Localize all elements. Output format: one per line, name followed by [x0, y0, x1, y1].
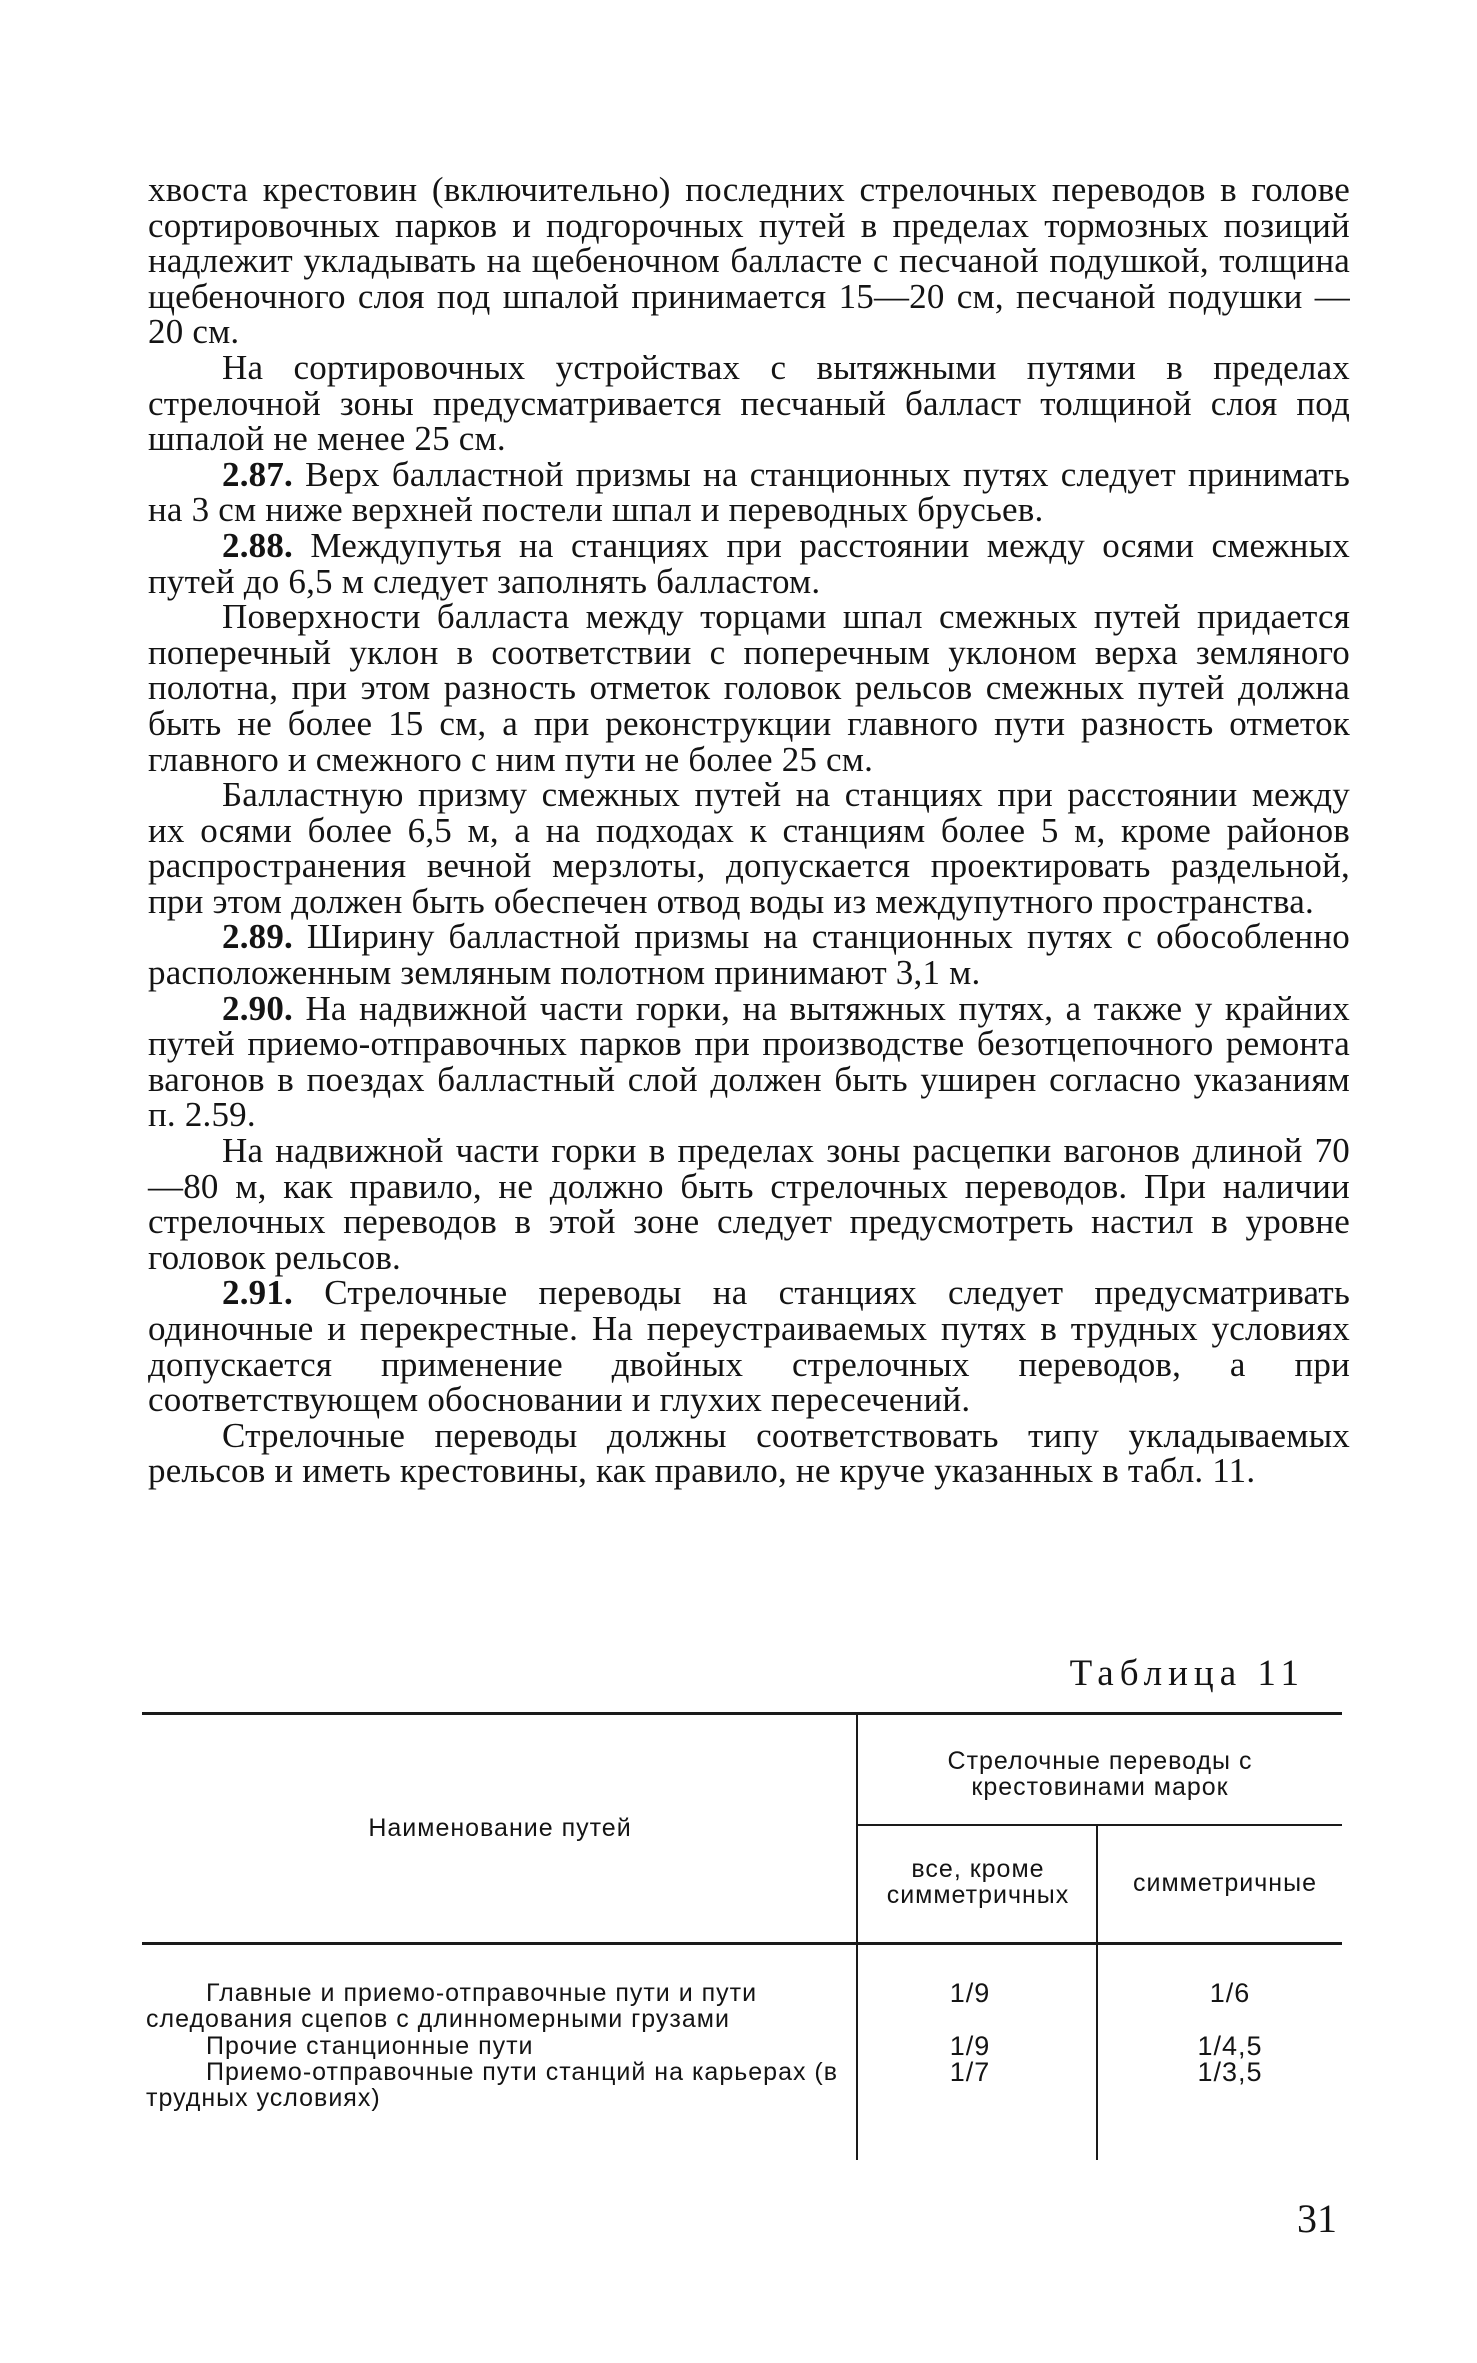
paragraph: хвоста крестовин (включительно) последних стрелочных переводов в голове сортировочных парков и подгорочных путей в пределах тормозных позиций надлежит укладывать на щебеночном балласте с песчаной подушкой, толщина щебеночного слоя под шпалой принимается 15—20 см, песчаной подушки — 20 см.: [148, 170, 1350, 352]
table-header-group: Стрелочные переводы с крестовинами марок: [947, 1747, 1253, 1801]
paragraph: Поверхности балласта между торцами шпал смежных путей придается поперечный уклон в соответствии с поперечным уклоном верха земляного полотна, при этом разность отметок головок рельсов смежных путей должна быть не более 15 см, а при реконструкции главного пути разность отметок главного и смежного с ним пути не более 25 см.: [148, 597, 1350, 779]
table-header-col2: симметричные: [1133, 1869, 1317, 1897]
table-cell: 1/3,5: [1197, 2057, 1263, 2087]
paragraph: [148, 454, 1350, 530]
paragraph-text: На надвижной части горки, на вытяжных путях, а также у крайних путей приемо-отправочных парков при производстве безотцепочного ремонта вагонов в поездах балластный слой должен быть уширен согласно указаниям п. 2.59.: [148, 988, 1350, 1135]
page-number: 31: [1297, 2196, 1337, 2241]
table-cell: 1/4,5: [1197, 2031, 1263, 2061]
section-number: 2.89.: [222, 917, 293, 957]
paragraph: Стрелочные переводы должны соответствовать типу укладываемых рельсов и иметь крестовины, как правило, не круче указанных в табл. 11.: [148, 1415, 1350, 1491]
table-row-name: Приемо-отправочные пути станций на карьерах (в трудных условиях): [146, 2058, 839, 2112]
table-cell: 1/6: [1209, 1978, 1251, 2008]
section-number: 2.88.: [222, 525, 293, 565]
table-cell: 1/7: [949, 2057, 991, 2087]
table-cell: 1/9: [949, 2031, 991, 2061]
body-text: [148, 172, 1350, 1489]
paragraph: На надвижной части горки в пределах зоны расцепки вагонов длиной 70—80 м, как правило, не должно быть стрелочных переводов. При наличии стрелочных переводов в этой зоне следует предусмотреть настил в уровне головок рельсов.: [148, 1131, 1350, 1277]
paragraph: [148, 1273, 1351, 1420]
section-number: 2.87.: [222, 454, 293, 494]
section-number: 2.90.: [222, 988, 293, 1028]
table-row-name: Главные и приемо-отправочные пути и пути следования сцепов с длинномерными грузами: [146, 1979, 758, 2033]
paragraph-text: Верх балластной призмы на станционных путях следует принимать на 3 см ниже верхней постели шпал и переводных брусьев.: [148, 454, 1350, 530]
table-header-rule: [142, 1942, 1342, 1945]
table-header-col1: все, кроме симметричных: [886, 1855, 1070, 1909]
paragraph: [148, 525, 1351, 601]
table-vertical-rule: [856, 1715, 858, 2160]
table-header-name: Наименование путей: [368, 1814, 632, 1842]
paragraph: На сортировочных устройствах с вытяжными путями в пределах стрелочной зоны предусматривается песчаный балласт толщиной слоя под шпалой не менее 25 см.: [148, 347, 1350, 459]
paragraph-text: Ширину балластной призмы на станционных путях с обособленно расположенным земляным полотном принимают 3,1 м.: [148, 917, 1350, 993]
section-number: 2.91.: [222, 1273, 293, 1313]
paragraph-text: Междупутья на станциях при расстоянии между осями смежных путей до 6,5 м следует заполнять балластом.: [148, 525, 1351, 601]
paragraph: [148, 988, 1350, 1135]
table-cell: 1/9: [949, 1978, 991, 2008]
paragraph-text: Стрелочные переводы на станциях следует предусматривать одиночные и перекрестные. На переустраиваемых путях в трудных условиях допускается применение двойных стрелочных переводов, а при соответствующем обосновании и глухих пересечений.: [148, 1273, 1351, 1420]
paragraph: [148, 917, 1350, 993]
table-vertical-rule: [1096, 1826, 1098, 2160]
table-top-rule: [142, 1712, 1342, 1715]
table-row-name: Прочие станционные пути: [206, 2032, 534, 2060]
table-group-rule: [858, 1824, 1342, 1826]
paragraph: Балластную призму смежных путей на станциях при расстоянии между их осями более 6,5 м, а на подходах к станциям более 5 м, кроме районов распространения вечной мерзлоты, допускается проектировать раздельной, при этом должен быть обеспечен отвод воды из междупутного пространства.: [148, 775, 1350, 921]
table-caption: Таблица 11: [1069, 1653, 1305, 1694]
